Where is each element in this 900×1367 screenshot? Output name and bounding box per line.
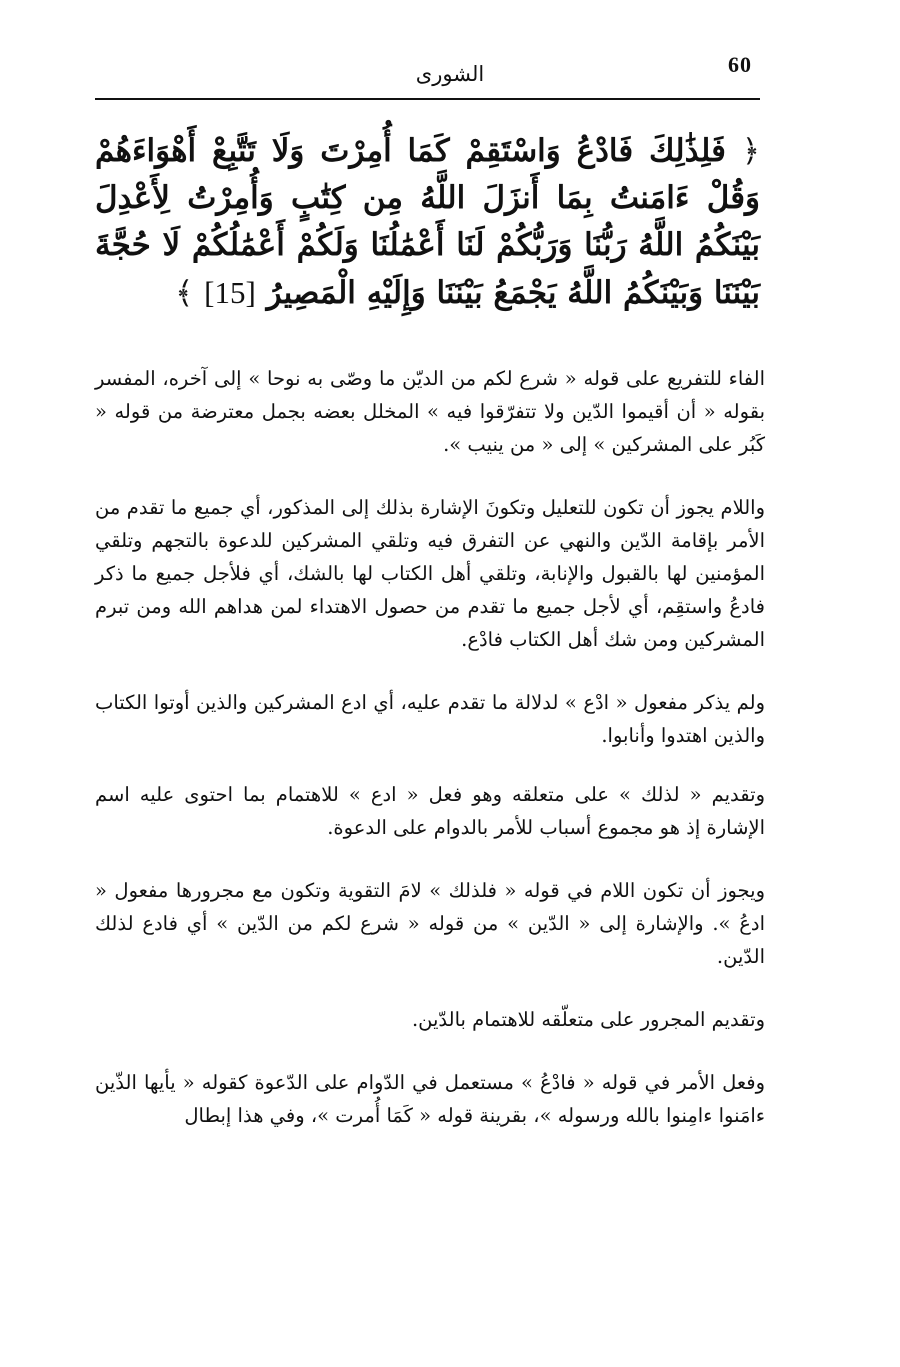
- verse-text: فَلِذَٰلِكَ فَادْعُ وَاسْتَقِمْ كَمَا أُمِرْتَ وَلَا تَتَّبِعْ أَهْوَاءَهُمْ وَقُلْ ءَامَنتُ بِمَا أَنزَلَ اللَّهُ مِن كِتَٰبٍ وَأُمِرْتُ لِأَعْدِلَ بَيْنَكُمُ اللَّهُ رَبُّنَا وَرَبُّكُمْ لَنَا أَعْمَٰلُنَا وَلَكُمْ أَعْمَٰلُكُمْ لَا حُجَّةَ بَيْنَنَا وَبَيْنَكُمُ اللَّهُ يَجْمَعُ بَيْنَنَا وَإِلَيْهِ الْمَصِيرُ: [95, 133, 760, 311]
- paragraph: وفعل الأمر في قوله « فادْعُ » مستعمل في الدّوام على الدّعوة كقوله « يأيها الذّين ءامَنوا ءامِنوا بالله ورسوله »، بقرينة قوله « كَمَا أُمرت »، وفي هذا إبطال: [95, 1071, 765, 1127]
- paragraph: وتقديم المجرور على متعلّقه للاهتمام بالدّين.: [411, 1008, 765, 1031]
- page-number: 60: [728, 52, 752, 77]
- paragraph: ولم يذكر مفعول « ادْع » لدلالة ما تقدم عليه، أي ادع المشركين والذين أوتوا الكتاب والذين اهتدوا وأنابوا.: [95, 691, 765, 747]
- paragraph: واللام يجوز أن تكون للتعليل وتكونَ الإشارة بذلك إلى المذكور، أي جميع ما تقدم من الأمر بإقامة الدّين والنهي عن التفرق فيه وتلقي المشركين للدعوة بالتجهم وتلقي المؤمنين لها بالقبول والإنابة، وتلقي أهل الكتاب لها بالشك، أي فلأجل جميع ما ذكر فادعُ واستقِم، أي لأجل جميع ما تقدم من حصول الاهتداء لمن هداهم الله ومن تبرم المشركين ومن شك أهل الكتاب فادْع.: [95, 496, 765, 651]
- quran-verse: [95, 128, 760, 317]
- commentary-body: [95, 362, 765, 1162]
- verse-number: [15]: [204, 275, 256, 310]
- verse-close-bracket: ﴾: [175, 275, 194, 311]
- paragraph: ويجوز أن تكون اللام في قوله « فلذلك » لامَ التقوية وتكون مع مجرورها مفعول « ادعُ ». والإشارة إلى « الدّين » من قوله « شرع لكم من الدّين » أي فادع لذلك الدّين.: [95, 879, 765, 968]
- paragraph: وتقديم « لذلك » على متعلقه وهو فعل « ادع » للاهتمام بما احتوى عليه اسم الإشارة إذ هو مجموع أسباب للأمر بالدوام على الدعوة.: [95, 783, 765, 839]
- verse-open-bracket: ﴿: [741, 133, 760, 169]
- header-rule: [95, 98, 760, 100]
- running-title: الشورى: [415, 62, 485, 86]
- paragraph: الفاء للتفريع على قوله « شرع لكم من الديّن ما وصّى به نوحا » إلى آخره، المفسر بقوله « أن أقيموا الدّين ولا تتفرّقوا فيه » المخلل بعضه بجمل معترضة من قوله « كَبُر على المشركين » إلى « من ينيب ».: [95, 367, 765, 456]
